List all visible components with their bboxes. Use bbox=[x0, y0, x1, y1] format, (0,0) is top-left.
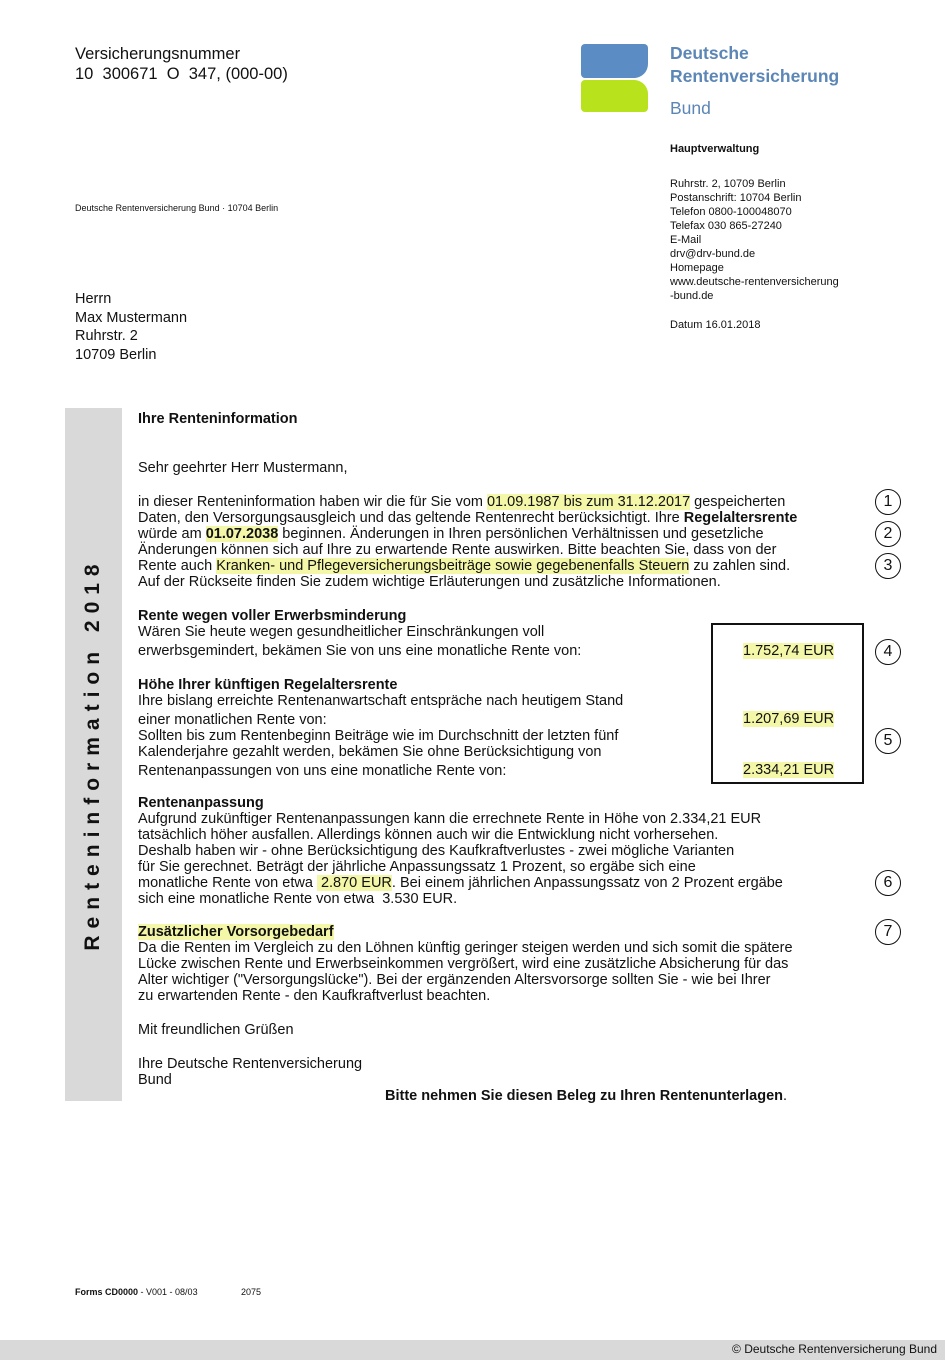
logo-mark-bottom bbox=[581, 80, 648, 112]
adjustment-section: Rentenanpassung Aufgrund zukünftiger Rentenanpassungen kann die errechnete Rente in Höhe von 2.334,21 EUR tatsächlich höher ausfallen. Allerdings können auch wir die Entwicklung nicht vorhersehen. Deshalb haben wir - ohne Berücksichtigung des Kaufkraftverlustes - zwei mögliche Varianten für Sie gerechnet. Beträgt der jährliche Anpassungssatz 1 Prozent, so ergäbe sich eine monatliche Rente von etwa 2.870 EUR. Bei einem jährlichen Anpassungssatz von 2 Prozent ergäbe sich eine monatliche Rente von etwa 3.530 EUR. bbox=[138, 795, 783, 907]
intro-paragraph: in dieser Renteninformation haben wir die für Sie vom 01.09.1987 bis zum 31.12.2017 gespeicherten Daten, den Versorgungsausgleich und das geltende Rentenrecht berücksichtigt. Ihre Regelaltersrente würde am 01.07.2038 beginnen. Änderungen in Ihren persönlichen Verhältnissen und gesetzliche Änderungen können sich auf Ihre zu erwartende Rente auswirken. Bitte beachten Sie, dass von der Rente auch Kranken- und Pflegeversicherungsbeiträge sowie gegebenenfalls Steuern zu zahlen sind. Auf der Rückseite finden Sie zudem wichtige Erläuterungen und zusätzliche Informationen. bbox=[138, 494, 798, 590]
keep-note: Bitte nehmen Sie diesen Beleg zu Ihren Rentenunterlagen. bbox=[385, 1088, 788, 1104]
marker-4: 4 bbox=[875, 639, 901, 665]
insurance-number: 10 300671 O 347, (000-00) bbox=[75, 65, 288, 83]
logo-mark-top bbox=[581, 44, 648, 78]
recipient-address: Herrn Max Mustermann Ruhrstr. 2 10709 Berlin bbox=[75, 291, 188, 363]
office-label: Hauptverwaltung bbox=[670, 143, 760, 155]
marker-3: 3 bbox=[875, 553, 901, 579]
marker-2: 2 bbox=[875, 521, 901, 547]
copyright: © Deutsche Rentenversicherung Bund bbox=[732, 1342, 937, 1356]
letter-date: Datum 16.01.2018 bbox=[670, 319, 761, 331]
form-number: 2075 bbox=[241, 1287, 262, 1297]
insurance-number-label: Versicherungsnummer bbox=[75, 45, 241, 63]
highlight-start-date: 01.07.2038 bbox=[205, 526, 279, 542]
extra-heading: Zusätzlicher Vorsorgebedarf bbox=[138, 924, 334, 940]
extra-section: Zusätzlicher Vorsorgebedarf Da die Renten im Vergleich zu den Löhnen künftig geringer steigen werden und sich somit die spätere Lücke zwischen Rente und Erwerbseinkommen vergrößert, wird eine zusätzliche Absicherung für das Alter wichtiger ("Versorgungslücke"). Bei der ergänzenden Altersvorsorge sollten Sie - wie bei Ihrer zu erwartenden Rente - den Kaufkraftverlust beachten. bbox=[138, 924, 793, 1004]
ra-section: Höhe Ihrer künftigen Regelaltersrente Ihre bislang erreichte Rentenanwartschaft entspräche nach heutigem Stand einer monatlichen Rente von: Sollten bis zum Rentenbeginn Beiträge wie im Durchschnitt der letzten fünf Kalenderjahre gezahlt werden, bekämen Sie ohne Berücksichtigung von Rentenanpassungen von uns eine monatliche Rente von: bbox=[138, 677, 624, 779]
marker-6: 6 bbox=[875, 870, 901, 896]
highlight-variant-amount: 2.870 EUR bbox=[316, 875, 392, 891]
letter-heading: Ihre Renteninformation bbox=[138, 411, 298, 427]
logo-text: Deutsche Rentenversicherung bbox=[670, 43, 840, 86]
signature: Ihre Deutsche Rentenversicherung Bund bbox=[138, 1056, 363, 1088]
highlight-contributions: Kranken- und Pflegeversicherungsbeiträge sowie gegebenenfalls Steuern bbox=[216, 558, 690, 574]
closing: Mit freundlichen Grüßen bbox=[138, 1022, 294, 1038]
ewm-heading: Rente wegen voller Erwerbsminderung bbox=[138, 608, 407, 624]
ra-amount-projected: 2.334,21 EUR bbox=[743, 762, 835, 778]
marker-7: 7 bbox=[875, 919, 901, 945]
highlight-period: 01.09.1987 bis zum 31.12.2017 bbox=[486, 494, 691, 510]
marker-5: 5 bbox=[875, 728, 901, 754]
homepage-link[interactable]: www.deutsche-rentenversicherung bbox=[670, 276, 839, 288]
ewm-amount: 1.752,74 EUR bbox=[743, 643, 835, 659]
greeting: Sehr geehrter Herr Mustermann, bbox=[138, 460, 348, 476]
ra-amount-current: 1.207,69 EUR bbox=[743, 711, 835, 727]
homepage-link-cont[interactable]: -bund.de bbox=[670, 290, 714, 302]
sidebar-title: Renteninformation 2018 bbox=[81, 557, 104, 951]
form-code: Forms CD0000 - V001 - 08/03 bbox=[75, 1287, 198, 1297]
adjustment-heading: Rentenanpassung bbox=[138, 795, 264, 811]
ra-heading: Höhe Ihrer künftigen Regelaltersrente bbox=[138, 677, 398, 693]
sender-contact: Ruhrstr. 2, 10709 Berlin Postanschrift: 10704 Berlin Telefon 0800-100048070 Telefax 030 865-27240 E-Mail drv@drv-bund.de Homepage www.deutsche-rentenversicherung -bund.de bbox=[670, 178, 839, 302]
insurance-number-block bbox=[75, 44, 288, 84]
return-address: Deutsche Rentenversicherung Bund · 10704 Berlin bbox=[75, 203, 279, 213]
logo-text-bund: Bund bbox=[670, 98, 711, 118]
email-link[interactable]: drv@drv-bund.de bbox=[670, 248, 756, 260]
ewm-section: Rente wegen voller Erwerbsminderung Wären Sie heute wegen gesundheitlicher Einschränkungen voll erwerbsgemindert, bekämen Sie von uns eine monatliche Rente von: bbox=[138, 608, 582, 659]
marker-1: 1 bbox=[875, 489, 901, 515]
